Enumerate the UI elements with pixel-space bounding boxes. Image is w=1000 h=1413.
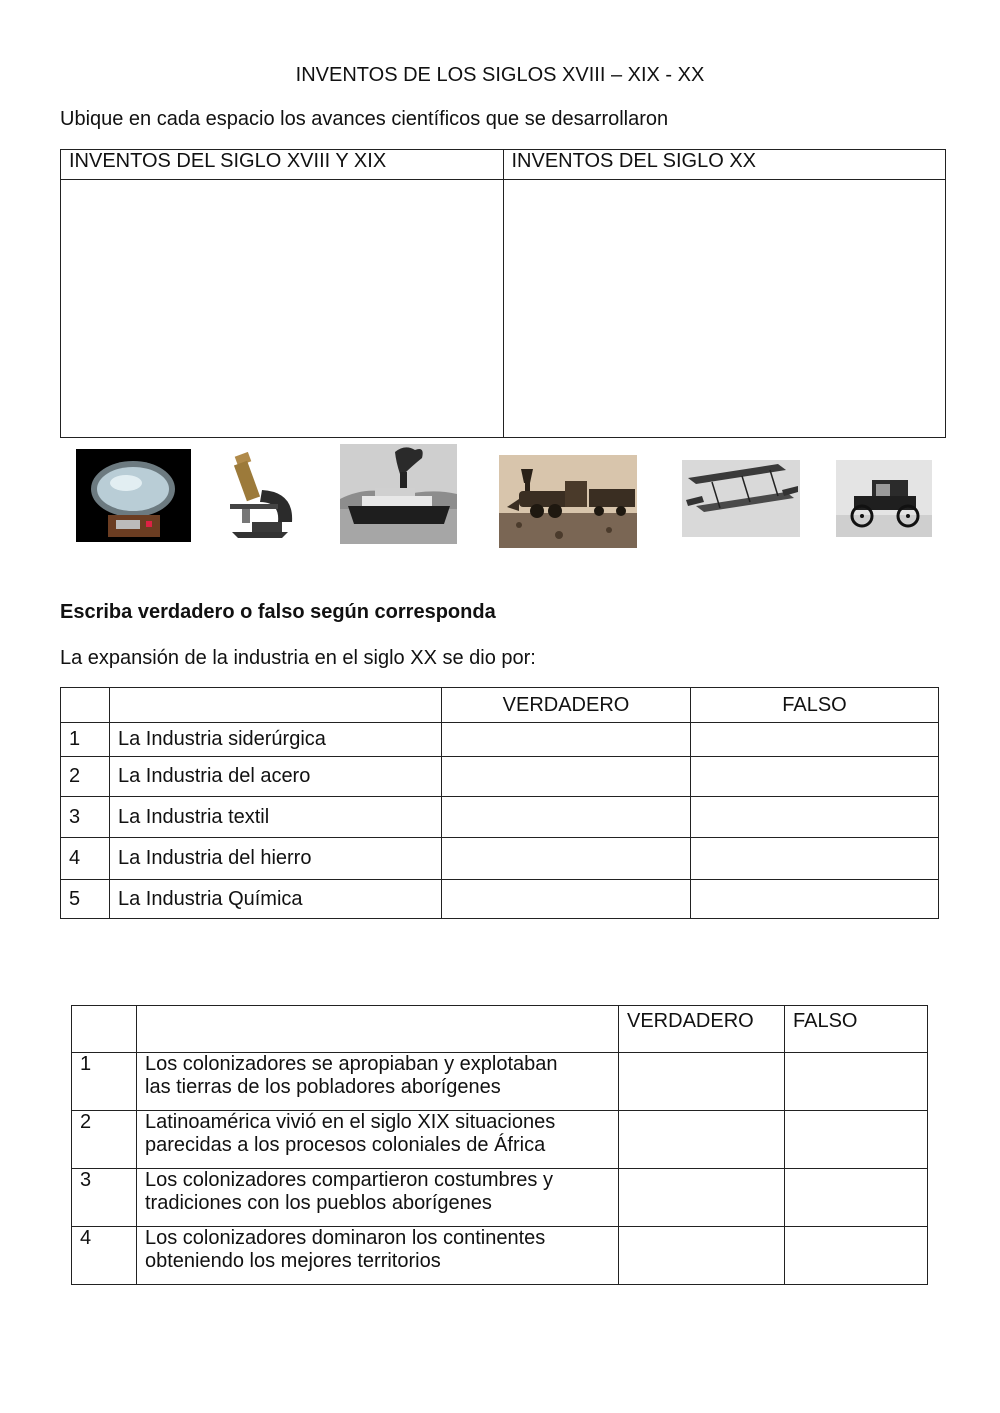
row-number: 3 xyxy=(61,797,110,838)
row-statement xyxy=(137,1227,619,1285)
row-statement: La Industria Química xyxy=(110,880,442,919)
airplane-image[interactable] xyxy=(682,460,800,537)
statement-line: las tierras de los pobladores aborígenes xyxy=(145,1076,501,1098)
header-statement xyxy=(110,688,442,723)
row-number: 4 xyxy=(61,838,110,880)
page-title: INVENTOS DE LOS SIGLOS XVIII – XIX - XX xyxy=(295,64,705,86)
drop-zone-20-century[interactable] xyxy=(503,180,946,438)
statement-line: tradiciones con los pueblos aborígenes xyxy=(145,1192,492,1214)
verdadero-cell[interactable] xyxy=(619,1169,785,1227)
microscope-image[interactable] xyxy=(222,452,297,540)
colonization-table xyxy=(71,1005,928,1285)
table-row xyxy=(61,838,939,880)
row-number: 4 xyxy=(72,1227,137,1285)
row-statement: La Industria del acero xyxy=(110,757,442,797)
falso-cell[interactable] xyxy=(785,1227,928,1285)
verdadero-cell[interactable] xyxy=(442,797,691,838)
verdadero-cell[interactable] xyxy=(619,1053,785,1111)
table-row xyxy=(61,723,939,757)
statement-line: parecidas a los procesos coloniales de África xyxy=(145,1134,546,1156)
row-number: 3 xyxy=(72,1169,137,1227)
table-row xyxy=(61,880,939,919)
row-statement xyxy=(137,1111,619,1169)
verdadero-cell[interactable] xyxy=(442,723,691,757)
verdadero-cell[interactable] xyxy=(442,757,691,797)
header-verdadero: VERDADERO xyxy=(442,688,691,723)
table-row xyxy=(72,1169,928,1227)
verdadero-cell[interactable] xyxy=(619,1111,785,1169)
falso-cell[interactable] xyxy=(785,1169,928,1227)
row-number: 1 xyxy=(61,723,110,757)
statement-line: Latinoamérica vivió en el siglo XIX situaciones xyxy=(145,1111,556,1133)
falso-cell[interactable] xyxy=(785,1053,928,1111)
header-falso: FALSO xyxy=(785,1006,928,1053)
locomotive-image[interactable] xyxy=(499,455,637,548)
header-falso: FALSO xyxy=(691,688,939,723)
falso-cell[interactable] xyxy=(691,838,939,880)
header-num xyxy=(61,688,110,723)
row-statement: La Industria textil xyxy=(110,797,442,838)
falso-cell[interactable] xyxy=(691,757,939,797)
header-statement xyxy=(137,1006,619,1053)
section-intro: La expansión de la industria en el siglo XX se dio por: xyxy=(60,647,536,669)
row-number: 1 xyxy=(72,1053,137,1111)
table-row xyxy=(61,757,939,797)
table-row xyxy=(61,797,939,838)
section-heading: Escriba verdadero o falso según corresponda xyxy=(60,601,496,623)
drop-zone-18-19-century[interactable] xyxy=(61,180,504,438)
row-statement: La Industria del hierro xyxy=(110,838,442,880)
row-number: 2 xyxy=(72,1111,137,1169)
table-row xyxy=(72,1111,928,1169)
verdadero-cell[interactable] xyxy=(442,880,691,919)
row-statement xyxy=(137,1053,619,1111)
television-image[interactable] xyxy=(76,449,191,542)
header-num xyxy=(72,1006,137,1053)
falso-cell[interactable] xyxy=(691,797,939,838)
row-statement xyxy=(137,1169,619,1227)
header-verdadero: VERDADERO xyxy=(619,1006,785,1053)
header-18-19-century: INVENTOS DEL SIGLO XVIII Y XIX xyxy=(61,150,504,180)
row-statement: La Industria siderúrgica xyxy=(110,723,442,757)
industry-table xyxy=(60,687,939,919)
falso-cell[interactable] xyxy=(691,880,939,919)
table-row xyxy=(72,1053,928,1111)
statement-line: Los colonizadores compartieron costumbres y xyxy=(145,1169,553,1191)
verdadero-cell[interactable] xyxy=(442,838,691,880)
row-number: 2 xyxy=(61,757,110,797)
falso-cell[interactable] xyxy=(691,723,939,757)
statement-line: Los colonizadores dominaron los continentes xyxy=(145,1227,546,1249)
statement-line: obteniendo los mejores territorios xyxy=(145,1250,441,1272)
verdadero-cell[interactable] xyxy=(619,1227,785,1285)
row-number: 5 xyxy=(61,880,110,919)
inventions-table xyxy=(60,149,946,438)
header-20-century: INVENTOS DEL SIGLO XX xyxy=(503,150,946,180)
statement-line: Los colonizadores se apropiaban y explotaban xyxy=(145,1053,558,1075)
falso-cell[interactable] xyxy=(785,1111,928,1169)
table-row xyxy=(72,1227,928,1285)
automobile-image[interactable] xyxy=(836,460,932,537)
instruction-text: Ubique en cada espacio los avances científicos que se desarrollaron xyxy=(60,108,669,130)
steamship-image[interactable] xyxy=(340,444,457,544)
